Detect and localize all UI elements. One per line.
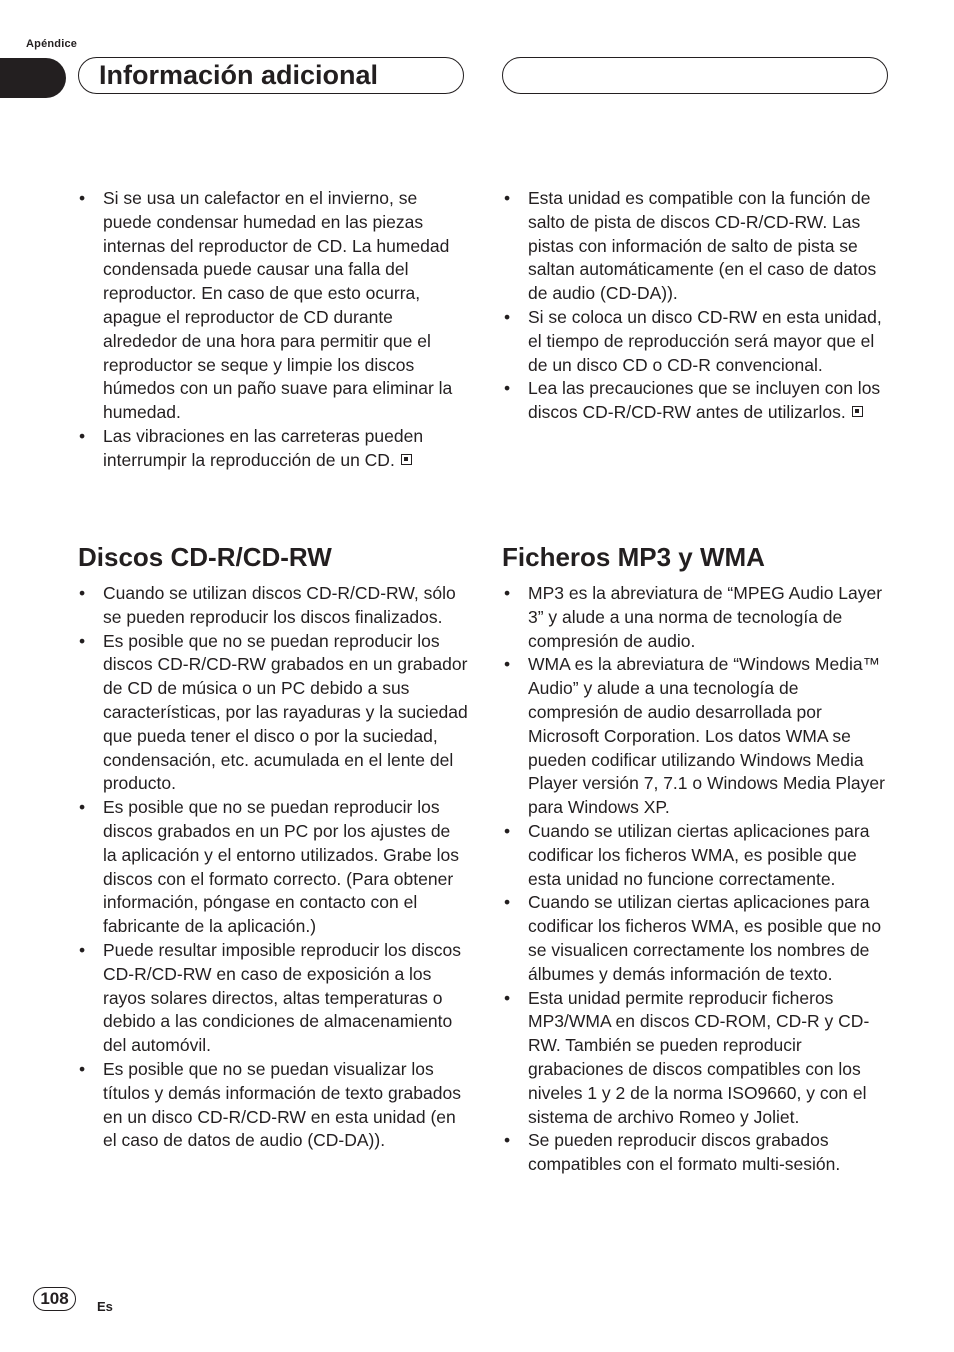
- list-item: • Cuando se utilizan ciertas aplicaciones para codificar los ficheros WMA, es posible que no se visualicen correctamente los nombres de álbumes y demás información de texto.: [503, 891, 893, 986]
- list-item: • WMA es la abreviatura de “Windows Media™ Audio” y alude a una tecnología de compresión de audio desarrollada por Microsoft Corporation. Los datos WMA se pueden codificar utilizando Windows Media Player versión 7, 7.1 o Windows Media Player para Windows XP.: [503, 653, 893, 820]
- section-label: Apéndice: [26, 38, 78, 50]
- list-item: • Las vibraciones en las carreteras pueden interrumpir la reproducción de un CD.: [78, 425, 468, 473]
- cdr-column: [78, 582, 468, 1153]
- list-item: • Esta unidad permite reproducir ficheros MP3/WMA en discos CD-ROM, CD-R y CD-RW. También se pueden reproducir grabaciones de discos compatibles con los niveles 1 y 2 de la norma ISO9660, y con el sistema de archivo Romeo y Joliet.: [503, 987, 893, 1130]
- cdr-heading: Discos CD-R/CD-RW: [78, 542, 332, 572]
- header-title-box: [78, 57, 464, 94]
- section-tab: [0, 58, 66, 98]
- list-item: • Se pueden reproducir discos grabados compatibles con el formato multi-sesión.: [503, 1129, 893, 1177]
- list-item: • Lea las precauciones que se incluyen con los discos CD-R/CD-RW antes de utilizarlos.: [503, 377, 893, 425]
- top-right-column: [503, 187, 893, 425]
- end-mark-icon: [852, 406, 863, 417]
- page-number: 108: [33, 1287, 76, 1311]
- header-blank-box: [502, 57, 888, 94]
- mp3-heading: Ficheros MP3 y WMA: [502, 542, 765, 572]
- list-item: • Es posible que no se puedan visualizar los títulos y demás información de texto grabados en un disco CD-R/CD-RW en esta unidad (en el caso de datos de audio (CD-DA)).: [78, 1058, 468, 1153]
- language-code: Es: [97, 1299, 113, 1314]
- list-item: • Es posible que no se puedan reproducir los discos grabados en un PC por los ajustes de la aplicación y el entorno utilizados. Grabe los discos con el formato correcto. (Para obtener información, póngase en contacto con el fabricante de la aplicación.): [78, 796, 468, 939]
- list-item: • Esta unidad es compatible con la función de salto de pista de discos CD-R/CD-RW. Las pistas con información de salto de pista se saltan automáticamente (en el caso de datos de audio (CD-DA)).: [503, 187, 893, 306]
- list-item: • Es posible que no se puedan reproducir los discos CD-R/CD-RW grabados en un grabador de CD de música o un PC debido a sus características, por las rayaduras y la suciedad que pueda tener el disco o por la suciedad, condensación, etc. acumulada en el lente del producto.: [78, 630, 468, 797]
- mp3-column: [503, 582, 893, 1177]
- top-left-column: [78, 187, 468, 473]
- list-item: • Cuando se utilizan ciertas aplicaciones para codificar los ficheros WMA, es posible que esta unidad no funcione correctamente.: [503, 820, 893, 891]
- list-item: • Cuando se utilizan discos CD-R/CD-RW, sólo se pueden reproducir los discos finalizados.: [78, 582, 468, 630]
- end-mark-icon: [401, 454, 412, 465]
- list-item: • Si se usa un calefactor en el invierno, se puede condensar humedad en las piezas internas del reproductor de CD. La humedad condensada puede causar una falla del reproductor. En caso de que esto ocurra, apague el reproductor de CD durante alrededor de una hora para permitir que el reproductor se seque y limpie los discos húmedos con un paño suave para eliminar la humedad.: [78, 187, 468, 425]
- list-item: • Si se coloca un disco CD-RW en esta unidad, el tiempo de reproducción será mayor que el de un disco CD o CD-R convencional.: [503, 306, 893, 377]
- page-title: Información adicional: [99, 60, 379, 90]
- list-item: • MP3 es la abreviatura de “MPEG Audio Layer 3” y alude a una norma de tecnología de compresión de audio.: [503, 582, 893, 653]
- list-item: • Puede resultar imposible reproducir los discos CD-R/CD-RW en caso de exposición a los rayos solares directos, altas temperaturas o debido a las condiciones de almacenamiento del automóvil.: [78, 939, 468, 1058]
